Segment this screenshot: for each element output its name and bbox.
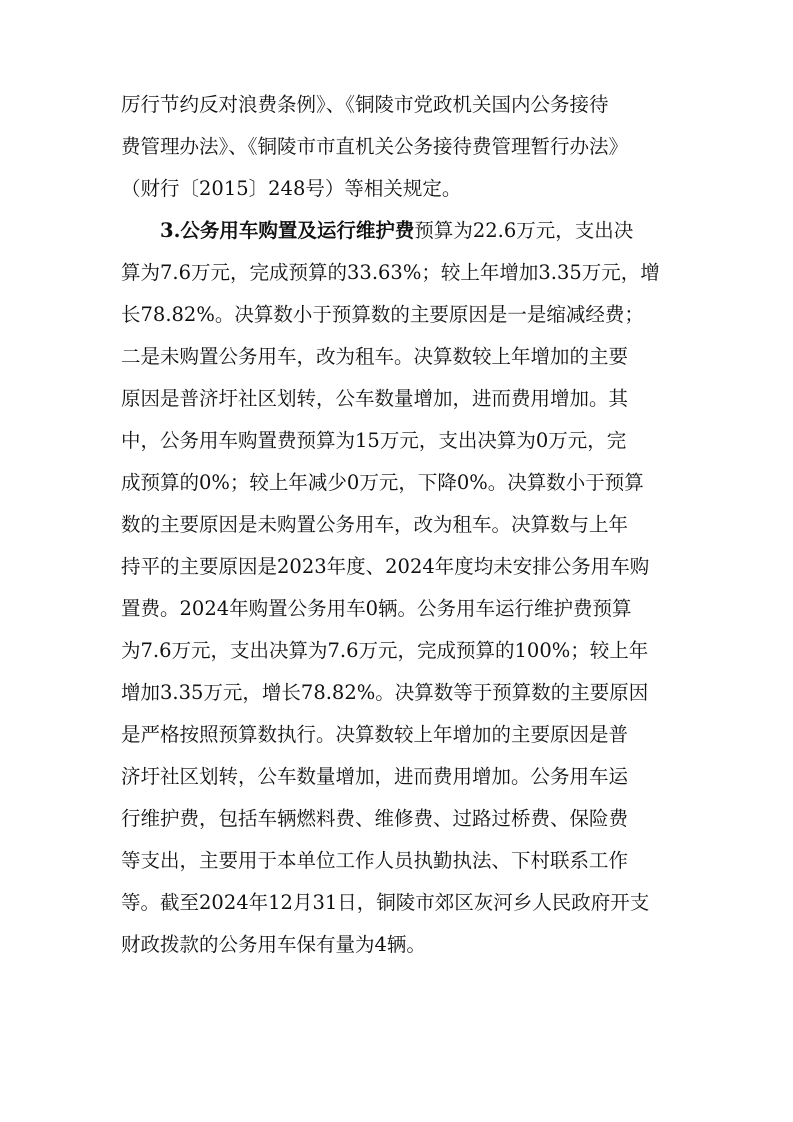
text-line: 数的主要原因是未购置公务用车，改为租车。决算数与上年 <box>121 513 629 536</box>
text-line: 持平的主要原因是2023年度、2024年度均未安排公务用车购 <box>121 555 650 578</box>
section-heading-text: 预算为22.6万元，支出决 <box>414 219 634 242</box>
text-line: 财政拨款的公务用车保有量为4辆。 <box>121 933 426 956</box>
section-heading: 3.公务用车购置及运行维护费 <box>160 219 415 242</box>
text-line: 厉行节约反对浪费条例》、《铜陵市党政机关国内公务接待 <box>121 93 609 116</box>
section-heading-line <box>160 213 681 249</box>
text-line: 等支出，主要用于本单位工作人员执勤执法、下村联系工作 <box>121 849 629 872</box>
text-line: 算为7.6万元，完成预算的33.63%；较上年增加3.35万元，增 <box>121 261 660 284</box>
text-line: 中，公务用车购置费预算为15万元，支出决算为0万元，完 <box>121 429 627 452</box>
text-line: 增加3.35万元，增长78.82%。决算数等于预算数的主要原因 <box>121 681 649 704</box>
text-line: 为7.6万元，支出决算为7.6万元，完成预算的100%；较上年 <box>121 639 649 662</box>
text-line: 费管理办法》、《铜陵市市直机关公务接待费管理暂行办法》 <box>121 135 629 158</box>
text-line: 等。截至2024年12月31日，铜陵市郊区灰河乡人民政府开支 <box>121 891 650 914</box>
text-line: 是严格按照预算数执行。决算数较上年增加的主要原因是普 <box>121 723 629 746</box>
text-line: 二是未购置公务用车，改为租车。决算数较上年增加的主要 <box>121 345 629 368</box>
text-line: 行维护费，包括车辆燃料费、维修费、过路过桥费、保险费 <box>121 807 629 830</box>
text-line: （财行〔2015〕248号）等相关规定。 <box>121 177 462 200</box>
text-line: 长78.82%。决算数小于预算数的主要原因是一是缩减经费； <box>121 303 644 326</box>
text-line: 济圩社区划转，公车数量增加，进而费用增加。公务用车运 <box>121 765 629 788</box>
text-line: 成预算的0%；较上年减少0万元，下降0%。决算数小于预算 <box>121 471 644 494</box>
text-line: 置费。2024年购置公务用车0辆。公务用车运行维护费预算 <box>121 597 632 620</box>
text-line: 原因是普济圩社区划转，公车数量增加，进而费用增加。其 <box>121 387 629 410</box>
